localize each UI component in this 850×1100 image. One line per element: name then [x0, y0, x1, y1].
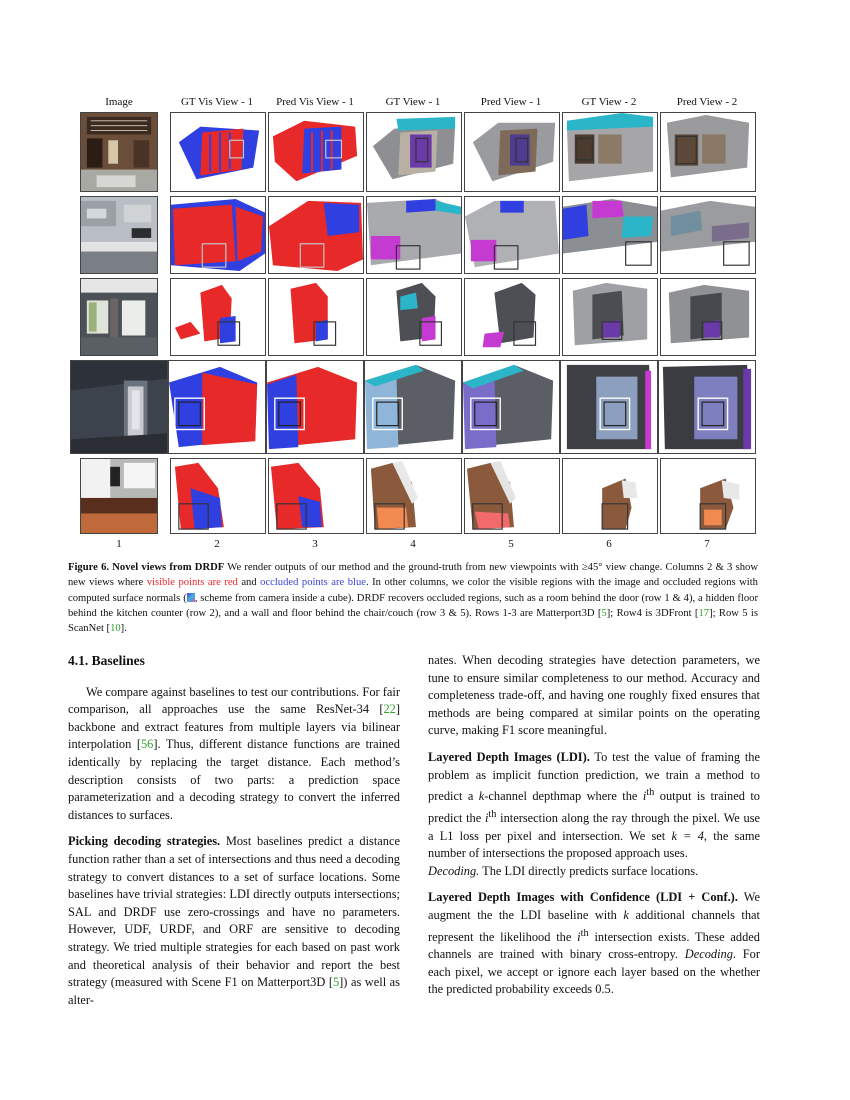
row1-gt-view-2	[562, 112, 658, 192]
math-value: 0.5	[595, 982, 611, 997]
paragraph-text: ]) as well as alter-	[68, 975, 400, 1007]
row3-pred-view-1	[464, 278, 560, 356]
row5-pred-vis-view-1	[268, 458, 364, 534]
citation-link[interactable]: 56	[140, 737, 154, 752]
math-var: k	[478, 789, 485, 804]
citation-link[interactable]: 10	[110, 623, 121, 635]
row1-pred-view-1	[464, 112, 560, 192]
paragraph-text: We augment the the LDI baseline with	[428, 890, 760, 922]
row3-input-image	[80, 278, 158, 356]
row4-gt-view-1	[364, 360, 462, 454]
col-number-2: 2	[214, 538, 220, 550]
col-header-gt-view-1: GT View - 1	[385, 96, 441, 108]
col-header-gt-view-2: GT View - 2	[581, 96, 637, 108]
row4-input-image	[70, 360, 168, 454]
math-var: i	[642, 789, 647, 804]
paragraph-text: additional channels that represent the likelihood the	[428, 907, 761, 944]
paragraph-text: The LDI directly predicts surface locations.	[479, 863, 699, 878]
col-number-1: 1	[116, 538, 122, 550]
row3-pred-vis-view-1	[268, 278, 364, 356]
row1-gt-vis-view-1	[170, 112, 266, 192]
col-number-5: 5	[508, 538, 514, 550]
left-column	[68, 652, 400, 1018]
paragraph-heading: Layered Depth Images with Confidence (LDI + Conf.).	[428, 890, 738, 905]
paragraph-text: intersection exists. These added channels are trained with binary cross-entropy.	[428, 929, 760, 962]
row4-gt-vis-view-1	[168, 360, 266, 454]
paragraph: nates. When decoding strategies have detection parameters, we tune to ensure similar completeness to our method. Accuracy and completeness trade-off, and having one roughly fixed ensures that methods are being compared at similar points on the operating curve, making F1 score meaningful.	[428, 653, 760, 738]
col-header-gt-vis-1: GT Vis View - 1	[180, 96, 253, 108]
citation-link[interactable]: 5	[332, 975, 340, 990]
superscript: th	[488, 808, 497, 820]
caption-text: ]; Row 5 is ScanNet [	[68, 607, 758, 635]
caption-text: and	[237, 577, 261, 589]
caption-visible-red: visible points are red	[146, 577, 238, 589]
paragraph-text: .	[610, 982, 614, 997]
row4-pred-view-2	[658, 360, 756, 454]
row2-pred-view-2	[660, 196, 756, 274]
caption-occluded-blue: occluded points are blue	[260, 577, 366, 589]
paragraph-text: ]. Thus, different distance functions are trained identically by replacing the target distance. Each method’s description consists of two parts: a prediction space parameterization and a decoding strategy to convert the inferred distances to surfaces.	[68, 737, 400, 822]
normals-legend-icon	[187, 593, 195, 602]
figure-caption	[68, 560, 758, 636]
row2-gt-view-1	[366, 196, 462, 274]
paragraph-text: We compare against baselines to test our contributions. For fair comparison, all approaches use the same ResNet-34 [	[68, 684, 400, 717]
decoding-label: Decoding	[684, 947, 733, 962]
paragraph-text: intersection along the ray through the pixel. We use a L1 loss per pixel and intersection. We set	[428, 811, 761, 843]
paragraph	[428, 889, 760, 999]
section-heading: 4.1. Baselines	[68, 653, 145, 668]
row1-pred-view-2	[660, 112, 756, 192]
row1-gt-view-1	[366, 112, 462, 192]
paragraph-text: -channel depthmap where the	[484, 789, 643, 804]
row5-gt-view-2	[562, 458, 658, 534]
paragraph-text: To test the value of framing the problem as implicit function prediction, we train a method to predict a	[428, 749, 761, 804]
paragraph-text: , the same number of intersections the proposed approach uses.	[428, 828, 760, 861]
paragraph-heading: Layered Depth Images (LDI).	[428, 749, 590, 764]
decoding-label: Decoding.	[428, 863, 480, 878]
paragraph	[68, 684, 400, 825]
caption-text: view change. Columns 2 & 3 show new views where	[68, 562, 758, 589]
paragraph-text: output is trained to predict the	[428, 789, 760, 825]
caption-text: , scheme from camera inside a cube). DRDF recovers occluded regions, such as a room behind the door (row 1 & 4), a hidden floor behind the kitchen counter (row 2), and a wall and floor behind the chair/couch (row 3 & 5). Rows 1-3 are Matterport3D [	[68, 592, 758, 619]
paragraph	[428, 749, 760, 880]
superscript: th	[646, 787, 655, 799]
row2-input-image	[80, 196, 158, 274]
col-number-6: 6	[606, 538, 612, 550]
paragraph	[68, 833, 400, 1009]
math-var: i	[484, 811, 489, 825]
row5-pred-view-1	[464, 458, 560, 534]
row2-pred-view-1	[464, 196, 560, 274]
row4-gt-view-2	[560, 360, 658, 454]
row5-pred-view-2	[660, 458, 756, 534]
caption-text: ].	[120, 623, 127, 635]
row3-gt-view-2	[562, 278, 658, 356]
caption-label: Figure 6. Novel views from DRDF	[68, 562, 225, 573]
row1-input-image	[80, 112, 158, 192]
row5-input-image	[80, 458, 158, 534]
paragraph-text: . For each pixel, we accept or ignore each layer based on the whether the predicted probability exceeds	[428, 947, 760, 997]
caption-text: . In other columns, we color the visible regions with the image and occluded regions with computed surface normals (	[68, 577, 758, 604]
paragraph-heading: Picking decoding strategies.	[68, 834, 221, 849]
caption-math: ≥45°	[581, 562, 603, 573]
citation-link[interactable]: 22	[383, 702, 396, 717]
math-expr: k = 4	[671, 828, 704, 843]
row3-gt-view-1	[366, 278, 462, 356]
math-var: k	[623, 907, 629, 922]
col-number-4: 4	[410, 538, 416, 550]
row2-gt-view-2	[562, 196, 658, 274]
row4-pred-vis-view-1	[266, 360, 364, 454]
row4-pred-view-1	[462, 360, 560, 454]
paragraph-text: Most baselines predict a distance function rather than a set of intersections and thus need a decoding strategy to convert distances to a set of surface locations. Some baselines have trivial strategies: LDI directly outputs intersections; SAL and DRDF use zero-crossings and have no parameters. However, UDF, URDF, and ORF are sensitive to decoding strategy. We tried multiple strategies for each based on past work and theoretical analysis of their behavior and report the best strategy (measured with Scene F1 on Matterport3D [	[68, 834, 400, 990]
row3-gt-vis-view-1	[170, 278, 266, 356]
row5-gt-vis-view-1	[170, 458, 266, 534]
col-header-image: Image	[105, 96, 133, 108]
superscript: th	[580, 927, 589, 939]
citation-link[interactable]: 5	[601, 607, 607, 619]
col-number-7: 7	[704, 538, 710, 550]
caption-text: ]; Row4 is 3DFront [	[606, 607, 699, 619]
math-var: i	[577, 929, 581, 944]
row2-pred-vis-view-1	[268, 196, 364, 274]
row1-pred-vis-view-1	[268, 112, 364, 192]
row2-gt-vis-view-1	[170, 196, 266, 274]
right-column	[428, 652, 760, 1008]
citation-link[interactable]: 17	[698, 607, 710, 619]
row5-gt-view-1	[366, 458, 462, 534]
col-number-3: 3	[312, 538, 318, 550]
caption-text: We render outputs of our method and the ground-truth from new viewpoints with	[224, 562, 582, 573]
col-header-pred-view-1: Pred View - 1	[480, 96, 542, 108]
paragraph-text: ] backbone and extract features from multiple layers via bilinear interpolation [	[68, 702, 400, 752]
col-header-pred-view-2: Pred View - 2	[676, 96, 738, 108]
col-header-pred-vis-1: Pred Vis View - 1	[276, 96, 354, 108]
row3-pred-view-2	[660, 278, 756, 356]
